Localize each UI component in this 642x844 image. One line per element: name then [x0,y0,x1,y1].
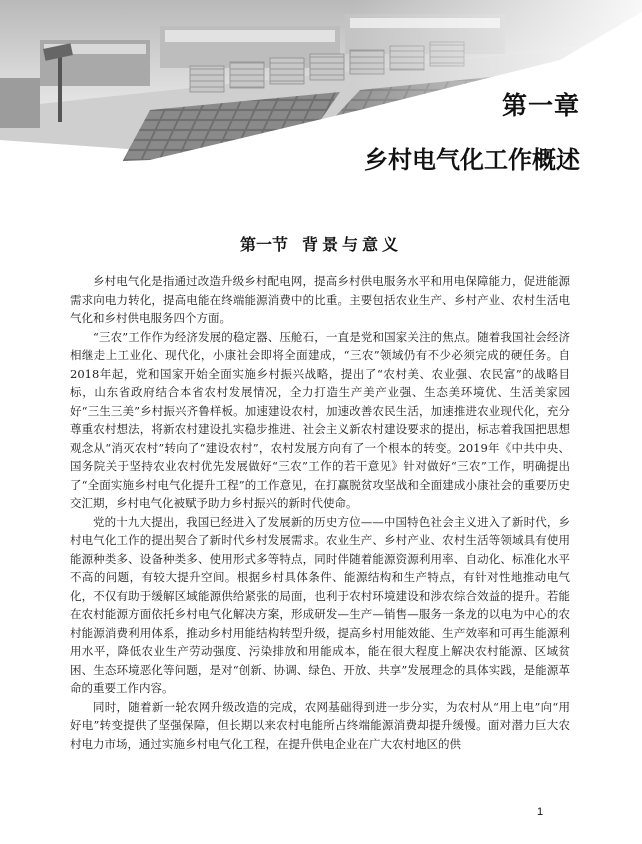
section-title: 背景与意义 [302,235,403,254]
chapter-number: 第一章 [501,91,580,120]
section-number: 第一节 [239,235,288,254]
paragraph: 乡村电气化是指通过改造升级乡村配电网，提高乡村供电服务水平和用电保障能力，促进能源需求向电力转化，提高电能在终端能源消费中的比重。主要包括农业生产、乡村产业、农村生活电气化和乡村供电服务四个方面。 [70,274,570,325]
paragraph: 同时，随着新一轮农网升级改造的完成，农网基础得到进一步分实，为农村从“用上电”向“用好电”转变提供了坚强保障，但长期以来农村电能所占终端能源消费却提升缓慢。面对潜力巨大农村电力市场，通过实施乡村电气化工程，在提升供电企业在广大农村地区的供 [70,699,570,751]
body-text [70,272,570,753]
paragraph: “三农”工作作为经济发展的稳定器、压舱石，一直是党和国家关注的焦点。随着我国社会经济相继走上工业化、现代化，小康社会即将全面建成，“三农”领域仍有不少必须完成的硬任务。自2018年起，党和国家开始全面实施乡村振兴战略，提出了“农村美、农业强、农民富”的战略目标，山东省政府结合本省农村发展情况，全力打造生产美产业强、生态美环境优、生活美家园好“三生三美”乡村振兴齐鲁样板。加速建设农村，加速改善农民生活，加速推进农业现代化，充分尊重农村想法，将新农村建设扎实稳步推进、社会主义新农村建设要求的提出，标志着我国把思想观念从“消灭农村”转向了“建设农村”，农村发展方向有了一个根本的转变。2019年《中共中央、国务院关于坚持农业农村优先发展做好“三农”工作的若干意见》针对做好“三农”工作，明确提出了“全面实施乡村电气化提升工程”的工作意见，在打赢脱贫攻坚战和全面建成小康社会的重要历史交汇期，乡村电气化被赋予助力乡村振兴的新时代使命。 [70,329,570,510]
section-heading [0,232,642,255]
chapter-title: 乡村电气化工作概述 [364,146,580,174]
page-number: 1 [537,806,544,818]
paragraph: 党的十九大提出，我国已经进入了发展新的历史方位——中国特色社会主义进入了新时代，乡村电气化工作的提出契合了新时代乡村发展需求。农业生产、乡村产业、农村生活等领域具有使用能源种类多、设备种类多、使用形式多等特点，同时伴随着能源资源利用率、自动化、标准化水平不高的问题，有较大提升空间。根据乡村具体条件、能源结构和生产特点，有针对性地推动电气化，不仅有助于缓解区域能源供给紧张的局面，也利于农村环境建设和涉农综合效益的提升。若能在农村能源方面依托乡村电气化解决方案，形成研发—生产—销售—服务一条龙的以电为中心的农村能源消费利用体系，推动乡村用能结构转型升级，提高乡村用能效能、生产效率和可再生能源利用水平，降低农业生产劳动强度、污染排放和用能成本，能在很大程度上解决农村能源、区域贫困、生态环境恶化等问题，是对“创新、协调、绿色、开放、共享”发展理念的具体实践，是能源革命的重要工作内容。 [70,514,570,695]
